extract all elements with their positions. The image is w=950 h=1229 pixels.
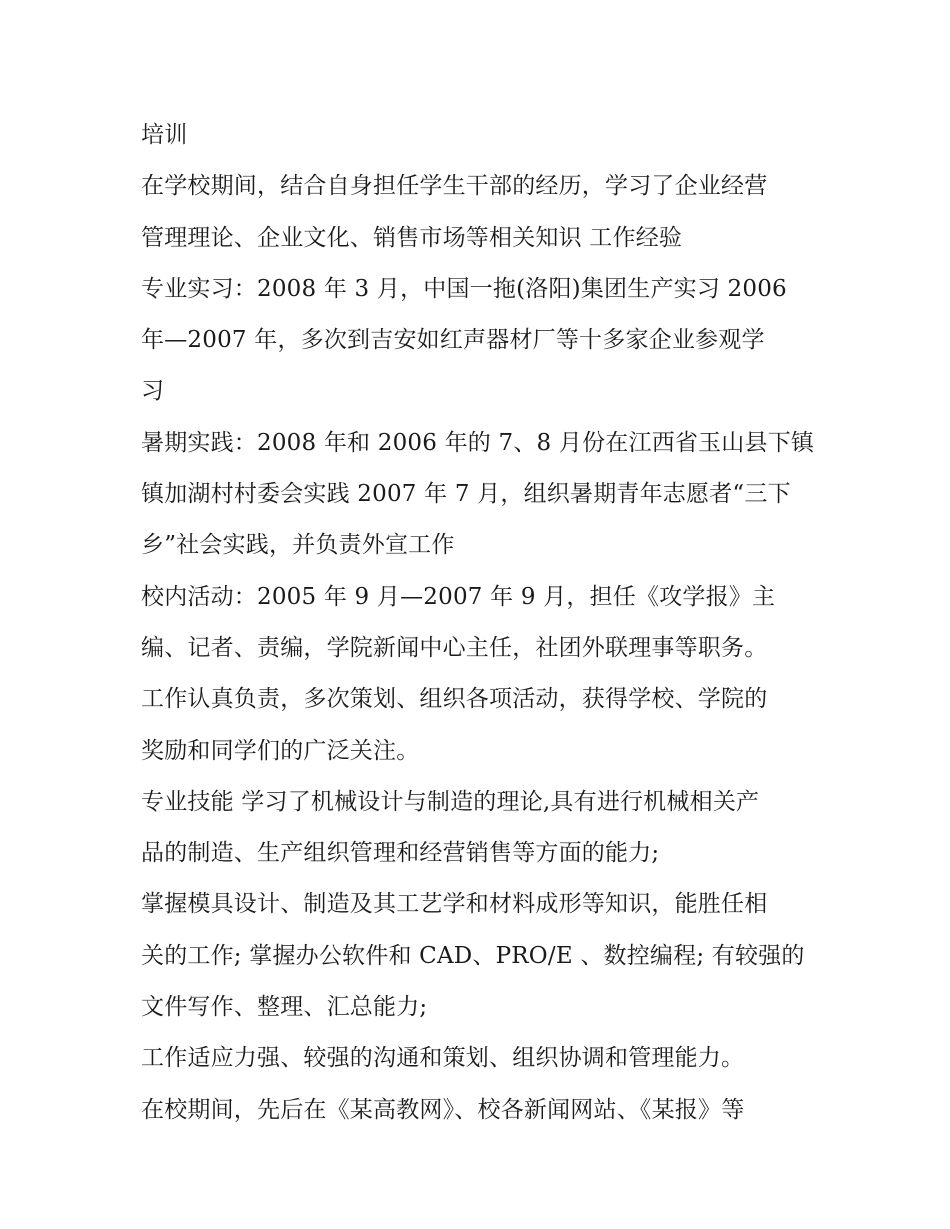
document-body [141, 110, 821, 1136]
text-line: 校内活动：2005 年 9 月—2007 年 9 月，担任《攻学报》主 [141, 583, 776, 610]
text-line: 编、记者、责编，学院新闻中心主任，社团外联理事等职务。 [141, 634, 768, 661]
text-line: 文件写作、整理、汇总能力; [141, 994, 428, 1021]
text-line: 品的制造、生产组织管理和经营销售等方面的能力; [141, 840, 660, 867]
text-line: 镇加湖村村委会实践 2007 年 7 月，组织暑期青年志愿者“三下 [141, 481, 791, 508]
text-line: 关的工作; 掌握办公软件和 CAD、PRO/E 、数控编程; 有较强的 [141, 942, 805, 969]
text-line: 专业技能 学习了机械设计与制造的理论,具有进行机械相关产 [141, 788, 760, 815]
text-line: 工作认真负责，多次策划、组织各项活动，获得学校、学院的 [141, 686, 768, 713]
text-line: 专业实习：2008 年 3 月，中国一拖(洛阳)集团生产实习 2006 [141, 275, 787, 302]
text-line: 在学校期间，结合自身担任学生干部的经历，学习了企业经营 [141, 173, 768, 200]
section-heading-training: 培训 [141, 122, 188, 148]
text-line: 奖励和同学们的广泛关注。 [141, 737, 420, 764]
text-line: 管理理论、企业文化、销售市场等相关知识 工作经验 [141, 224, 683, 251]
text-line: 掌握模具设计、制造及其工艺学和材料成形等知识，能胜任相 [141, 891, 768, 918]
text-line: 在校期间，先后在《某高教网》、校各新闻网站、《某报》等 [141, 1096, 745, 1123]
text-line: 工作适应力强、较强的沟通和策划、组织协调和管理能力。 [141, 1045, 745, 1072]
text-line: 乡”社会实践，并负责外宣工作 [141, 532, 455, 559]
text-line: 年—2007 年，多次到吉安如红声器材厂等十多家企业参观学 [141, 327, 765, 354]
text-line: 习 [141, 378, 165, 405]
text-line: 暑期实践：2008 年和 2006 年的 7、8 月份在江西省玉山县下镇 [141, 429, 815, 456]
